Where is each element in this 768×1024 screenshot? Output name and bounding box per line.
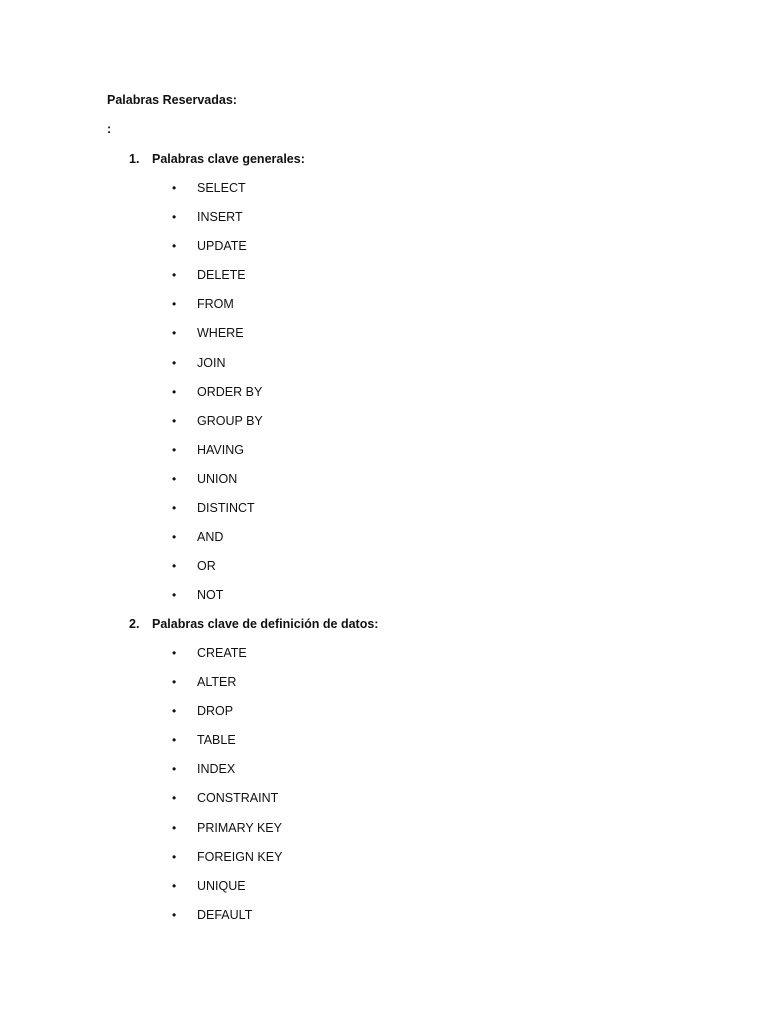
bullet-icon: •: [172, 675, 177, 690]
list-item-text: TABLE: [197, 733, 236, 748]
list-item: [172, 180, 263, 209]
bullet-icon: •: [172, 704, 177, 719]
list-item: [172, 820, 282, 849]
bullet-icon: •: [172, 239, 177, 254]
list-item-text: WHERE: [197, 326, 244, 341]
list-item-text: PRIMARY KEY: [197, 820, 282, 835]
list-item-text: CREATE: [197, 646, 247, 660]
list-item: [172, 238, 263, 267]
list-item: [172, 703, 282, 732]
bullet-icon: •: [172, 646, 177, 660]
bullet-icon: •: [172, 181, 177, 195]
list-item: [172, 878, 282, 907]
list-item-text: AND: [197, 530, 224, 545]
list-item: [172, 209, 263, 238]
list-item-text: HAVING: [197, 442, 244, 457]
bullet-list-data-definition: [172, 645, 282, 936]
list-item: [172, 413, 263, 442]
list-item-text: GROUP BY: [197, 413, 263, 428]
bullet-icon: •: [172, 384, 177, 399]
list-item: [172, 384, 263, 413]
list-item: [172, 529, 263, 558]
list-item-text: FROM: [197, 297, 234, 312]
colon-line: :: [107, 122, 112, 136]
section-heading-text: Palabras clave de definición de datos:: [152, 617, 379, 631]
list-item-text: DELETE: [197, 268, 246, 283]
list-item-text: NOT: [197, 588, 224, 603]
bullet-icon: •: [172, 297, 177, 312]
list-item-text: CONSTRAINT: [197, 791, 279, 806]
list-item-text: DEFAULT: [197, 907, 253, 922]
bullet-icon: •: [172, 907, 177, 922]
list-item-text: SELECT: [197, 181, 246, 195]
bullet-icon: •: [172, 210, 177, 225]
list-item: [172, 442, 263, 471]
section-heading-text: Palabras clave generales:: [152, 152, 305, 166]
list-item-text: DROP: [197, 704, 234, 719]
list-item: [172, 761, 282, 790]
list-item-text: UNIQUE: [197, 878, 246, 893]
list-item: [172, 790, 282, 819]
bullet-icon: •: [172, 442, 177, 457]
list-item: [172, 325, 263, 354]
list-item-text: UNION: [197, 471, 238, 486]
bullet-icon: •: [172, 878, 177, 893]
list-item: [172, 558, 263, 587]
section-number: 1.: [129, 152, 140, 166]
bullet-icon: •: [172, 559, 177, 574]
list-item-text: DISTINCT: [197, 501, 255, 516]
bullet-list-general: [172, 180, 263, 616]
list-item: [172, 296, 263, 325]
bullet-icon: •: [172, 268, 177, 283]
section-number: 2.: [129, 617, 140, 631]
list-item-text: FOREIGN KEY: [197, 849, 283, 864]
list-item-text: ALTER: [197, 675, 237, 690]
bullet-icon: •: [172, 326, 177, 341]
bullet-icon: •: [172, 762, 177, 777]
list-item-text: INSERT: [197, 210, 243, 225]
bullet-icon: •: [172, 413, 177, 428]
list-item: [172, 587, 263, 616]
section-heading-data-definition: [129, 616, 378, 632]
bullet-icon: •: [172, 355, 177, 370]
list-item: [172, 849, 282, 878]
list-item: [172, 907, 282, 936]
list-item: [172, 267, 263, 296]
list-item: [172, 732, 282, 761]
list-item-text: UPDATE: [197, 239, 247, 254]
bullet-icon: •: [172, 471, 177, 486]
bullet-icon: •: [172, 530, 177, 545]
bullet-icon: •: [172, 820, 177, 835]
document-title: Palabras Reservadas:: [107, 93, 237, 107]
list-item-text: INDEX: [197, 762, 236, 777]
bullet-icon: •: [172, 733, 177, 748]
section-heading-general: [129, 151, 305, 167]
list-item: [172, 471, 263, 500]
list-item-text: ORDER BY: [197, 384, 263, 399]
list-item: [172, 645, 282, 674]
list-item-text: OR: [197, 559, 216, 574]
bullet-icon: •: [172, 791, 177, 806]
bullet-icon: •: [172, 849, 177, 864]
list-item: [172, 355, 263, 384]
list-item: [172, 674, 282, 703]
list-item-text: JOIN: [197, 355, 226, 370]
bullet-icon: •: [172, 501, 177, 516]
list-item: [172, 500, 263, 529]
bullet-icon: •: [172, 588, 177, 603]
